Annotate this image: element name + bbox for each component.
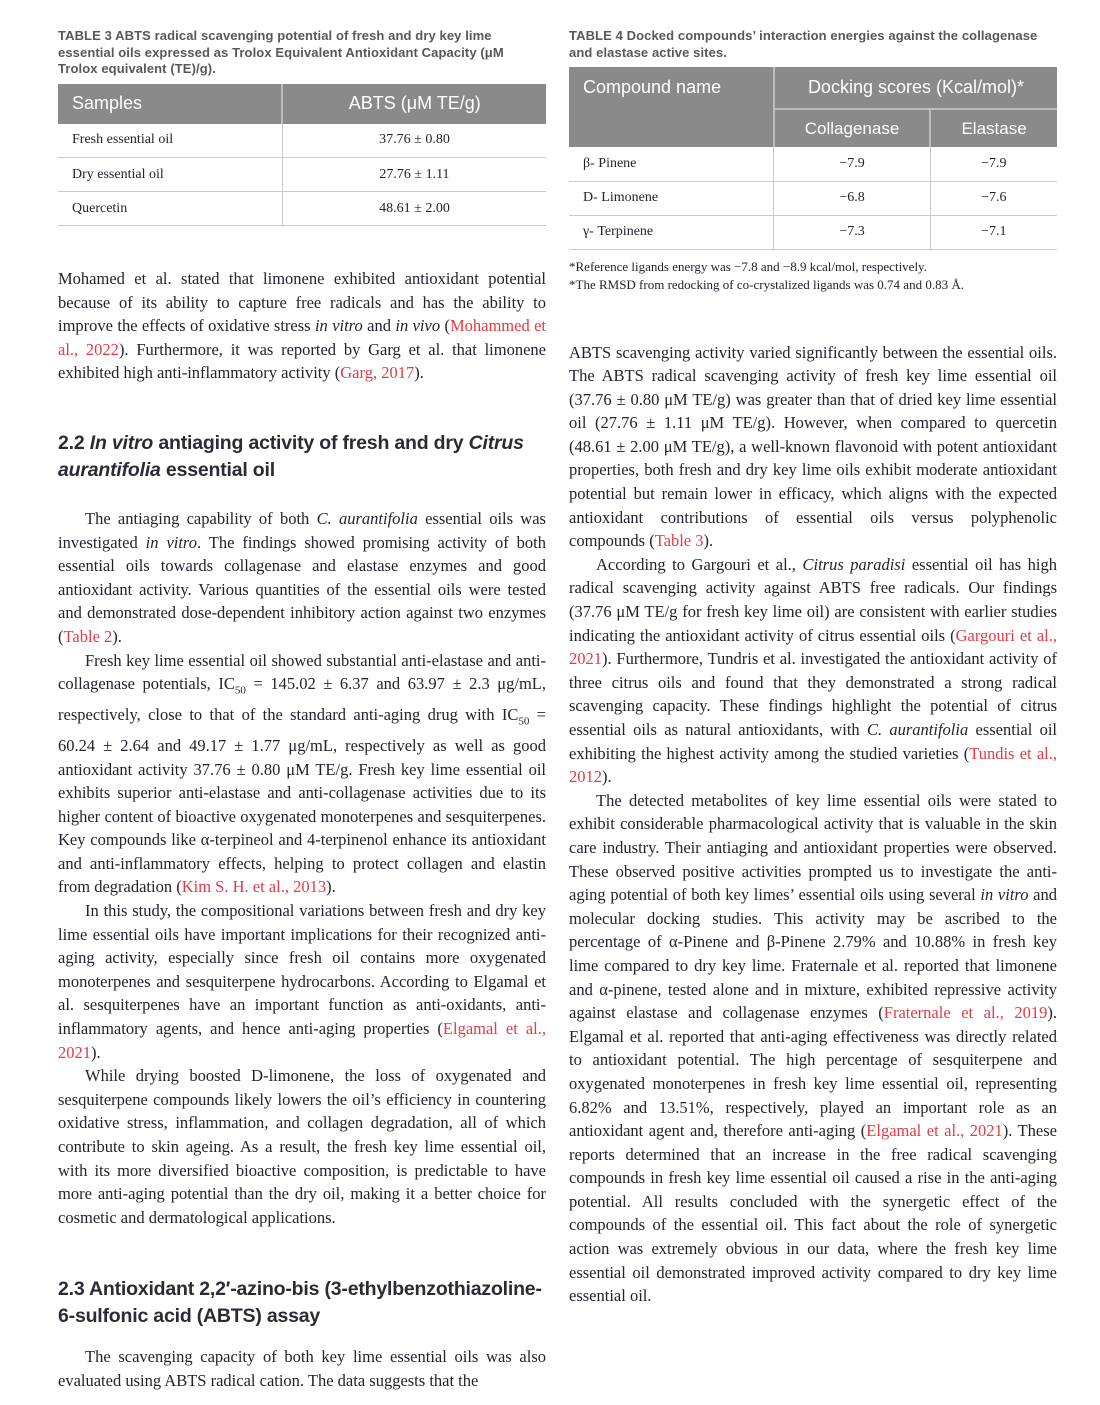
text-segment: in vitro — [145, 532, 197, 552]
footnote: *Reference ligands energy was −7.8 and −8.9 kcal/mol, respectively. — [569, 258, 927, 274]
citation-link[interactable]: Elgamal et al., 2021 — [866, 1121, 1003, 1141]
text-segment: ). Elgamal et al. reported that anti-aging effectiveness was directly related to antioxidant potential. The high percentage of sesquiterpene and oxygenated monoterpenes in fresh key lime essential oil, representing 6.82% and 13.51%, respectively, played an important role as an antioxidant agent and, therefore anti-aging ( — [569, 1003, 1057, 1141]
section-heading-2-3 — [58, 1276, 546, 1330]
text-segment: Citrus paradisi — [802, 554, 906, 574]
footnote: *The RMSD from redocking of co-crystalized ligands was 0.74 and 0.83 Å. — [569, 276, 964, 292]
text-segment: essential oil has high radical scavenging activity against ABTS free radicals. Our findings (37.76 μM TE/g for fresh key lime oil) are consistent with earlier studies indicating the antioxidant activity of citrus essential oils ( — [569, 554, 1057, 645]
collagenase-score-cell: −7.3 — [774, 215, 930, 249]
text-segment: . The findings showed promising activity of both essential oils towards collagenase and elastase enzymes and good antioxidant activity. Various quantities of the essential oils were tested and demonstrated dose-dependent inhibitory action against two enzymes ( — [58, 532, 546, 646]
table4-footnotes — [569, 258, 1057, 294]
text-segment: ). — [602, 767, 612, 787]
table4-header-row-1 — [569, 67, 1057, 109]
text-segment: essential oils was investigated — [58, 508, 546, 552]
citation-link[interactable]: Fraternale et al., 2019 — [883, 1003, 1048, 1023]
paragraph — [569, 341, 1057, 553]
compound-name-cell: D- Limonene — [569, 181, 774, 215]
text-segment: Citrus aurantifolia — [58, 431, 524, 481]
text-segment: in vitro — [980, 885, 1029, 905]
text-segment: The scavenging capacity of both key lime essential oils was also evaluated using ABTS radical cation. The data suggests that the — [58, 1347, 546, 1390]
text-segment: and molecular docking studies. This activity may be ascribed to the percentage of α-Pinene and β-Pinene 2.79% and 10.88% in fresh key lime compared to dry key lime. Fraternale et al. reported that limonene and α-pinene, tested alone and in mixture, exhibited repressive activity against elastase and collagenase enzymes ( — [569, 885, 1058, 1023]
text-segment: 50 — [234, 684, 246, 697]
text-segment: in vitro — [314, 316, 363, 336]
text-segment: While drying boosted D-limonene, the loss of oxygenated and sesquiterpene compounds likely lowers the oil’s efficiency in countering oxidative stress, inflammation, and collagen degradation, all of which contribute to skin ageing. As a result, the fresh key lime essential oil, with its more diversified bioactive composition, is predictable to have more anti-aging potential than the dry oil, making it a better choice for cosmetic and dermatological applications. — [58, 1066, 546, 1227]
text-segment: In this study, the compositional variations between fresh and dry key lime essential oils have important implications for their recognized anti-aging activity, especially since fresh oil contains more oxygenated monoterpenes and sesquiterpene hydrocarbons. According to Elgamal et al. sesquiterpenes have an important function as anti-oxidants, anti-inflammatory agents, and hence anti-aging properties ( — [58, 901, 546, 1039]
text-segment: 50 — [518, 715, 530, 728]
paragraph — [58, 507, 546, 649]
elastase-score-cell: −7.9 — [930, 147, 1057, 181]
text-segment: 2.3 Antioxidant 2,2′-azino-bis (3-ethylbenzothiazoline-6-sulfonic acid (ABTS) assay — [58, 1278, 542, 1328]
paragraph — [569, 789, 1057, 1308]
paragraph — [58, 267, 546, 385]
text-segment: C. aurantifolia — [316, 508, 418, 528]
table-row — [569, 147, 1057, 181]
text-segment: According to Gargouri et al., — [596, 554, 803, 574]
citation-link[interactable]: Kim S. H. et al., 2013 — [181, 877, 327, 897]
elastase-score-cell: −7.6 — [930, 181, 1057, 215]
table3-caption: TABLE 3 ABTS radical scavenging potential of fresh and dry key lime essential oils expressed as Trolox Equivalent Antioxidant Capacity (μM Trolox equivalent (TE)/g). — [58, 28, 504, 76]
text-segment: C. aurantifolia — [866, 720, 969, 739]
citation-link[interactable]: Mohammed et al., 2022 — [58, 316, 547, 359]
text-segment: ). — [414, 363, 424, 383]
table4-header-collagenase: Collagenase — [774, 109, 930, 147]
text-segment: essential oil exhibiting the highest activity among the studied varieties ( — [569, 720, 1057, 763]
text-segment: and — [362, 316, 396, 336]
text-segment: 2.2 — [58, 431, 90, 454]
text-segment: The antiaging capability of both — [85, 508, 317, 528]
paragraph — [58, 1064, 546, 1229]
citation-link[interactable]: Tundis et al., 2012 — [569, 743, 1057, 787]
table-row — [58, 192, 546, 226]
text-segment: ABTS scavenging activity varied significantly between the essential oils. The ABTS radical scavenging activity of fresh key lime essential oil (37.76 ± 0.80 μM TE/g) was greater than that of dried key lime essential oil (27.76 ± 1.11 μM TE/g). However, when compared to quercetin (48.61 ± 2.00 μM TE/g), a well-known flavonoid with potent antioxidant properties, both fresh and dry key lime oils exhibit moderate antioxidant potential but remain lower in efficacy, which aligns with the expected antioxidant contributions of essential oils versus polyphenolic compounds ( — [569, 342, 1057, 551]
collagenase-score-cell: −6.8 — [774, 181, 930, 215]
abts-value-cell: 37.76 ± 0.80 — [282, 124, 546, 158]
text-segment: = 145.02 ± 6.37 and 63.97 ± 2.3 μg/mL, respectively, close to that of the standard anti-aging drug with IC — [58, 674, 546, 725]
left-column — [58, 28, 546, 1393]
table-row — [569, 181, 1057, 215]
abts-value-cell: 48.61 ± 2.00 — [282, 192, 546, 226]
text-segment: ( — [440, 316, 450, 336]
table4-header-docking-scores: Docking scores (Kcal/mol)* — [774, 67, 1057, 109]
paragraph — [58, 649, 546, 900]
text-segment: essential oil — [160, 458, 275, 481]
elastase-score-cell: −7.1 — [930, 215, 1057, 249]
paragraph — [58, 899, 546, 1064]
text-segment: ). These reports determined that an increase in the free radical scavenging compounds in fresh key lime essential oil caused a rise in the anti-aging potential. All results concluded with the synergetic effect of the compounds of the essential oil. This fact about the role of synergetic action was extremely obvious in our data, where the fresh key lime essential oil demonstrated improved activity compared to dry key lime essential oil. — [569, 1121, 1058, 1306]
paragraph — [58, 1345, 546, 1392]
table4-header-compound: Compound name — [569, 67, 774, 147]
text-segment: ). — [91, 1042, 101, 1062]
table-3 — [58, 84, 546, 227]
table-row — [569, 215, 1057, 249]
text-segment: Mohamed et al. stated that limonene exhibited antioxidant potential because of its ability to capture free radicals and has the ability to improve the effects of oxidative stress — [58, 269, 546, 336]
sample-name-cell: Quercetin — [58, 192, 282, 226]
sample-name-cell: Fresh essential oil — [58, 124, 282, 158]
right-column — [569, 28, 1057, 1393]
sample-name-cell: Dry essential oil — [58, 158, 282, 192]
table3-header-row — [58, 84, 546, 124]
paragraph — [569, 553, 1057, 789]
compound-name-cell: β- Pinene — [569, 147, 774, 181]
citation-link[interactable]: Garg, 2017 — [340, 363, 415, 383]
abts-value-cell: 27.76 ± 1.11 — [282, 158, 546, 192]
section-heading-2-2 — [58, 430, 546, 484]
table4-caption: TABLE 4 Docked compounds’ interaction energies against the collagenase and elastase active sites. — [569, 28, 1038, 60]
citation-link[interactable]: Gargouri et al., 2021 — [569, 625, 1057, 669]
text-segment: ). — [112, 626, 122, 646]
citation-link[interactable]: Elgamal et al., 2021 — [58, 1019, 547, 1062]
text-segment: antiaging activity of fresh and dry — [153, 431, 469, 454]
text-segment: The detected metabolites of key lime essential oils were stated to exhibit considerable pharmacological activity that is valuable in the skin care industry. Their antiaging and antioxidant properties were observed. These observed positive activities prompted us to investigate the anti-aging potential of both key limes’ essential oils using several — [569, 790, 1057, 905]
table-4 — [569, 67, 1057, 250]
text-segment: In vitro — [89, 431, 154, 454]
citation-link[interactable]: Table 3 — [654, 531, 704, 551]
text-segment: ). — [703, 531, 714, 551]
table-row — [58, 124, 546, 158]
text-segment: = 60.24 ± 2.64 and 49.17 ± 1.77 μg/mL, respectively as well as good antioxidant activity 37.76 ± 0.80 μM TE/g. Fresh key lime essential oil exhibits superior anti-elastase and anti-collagenase activities due to its higher content of bioactive oxygenated monoterpenes and sesquiterpenes. Key compounds like α-terpineol and 4-terpinenol enhance its antioxidant and anti-inflammatory effects, helping to protect collagen and elastin from degradation ( — [58, 705, 546, 897]
table4-header-elastase: Elastase — [930, 109, 1057, 147]
text-segment: ). — [326, 877, 336, 897]
table-row — [58, 158, 546, 192]
text-segment: ). Furthermore, Tundris et al. investigated the antioxidant activity of three citrus oils and found that they demonstrated a strong radical scavenging capacity. These findings highlight the potential of citrus essential oils as natural antioxidants, with — [569, 649, 1057, 739]
text-segment: Fresh key lime essential oil showed substantial anti-elastase and anti-collagenase potentials, IC — [58, 650, 546, 694]
text-segment: ). Furthermore, it was reported by Garg et al. that limonene exhibited high anti-inflammatory activity ( — [58, 339, 546, 383]
table3-header-samples: Samples — [58, 84, 282, 124]
citation-link[interactable]: Table 2 — [63, 626, 113, 646]
table3-header-abts: ABTS (μM TE/g) — [282, 84, 546, 124]
collagenase-score-cell: −7.9 — [774, 147, 930, 181]
text-segment: in vivo — [395, 316, 441, 336]
compound-name-cell: γ- Terpinene — [569, 215, 774, 249]
